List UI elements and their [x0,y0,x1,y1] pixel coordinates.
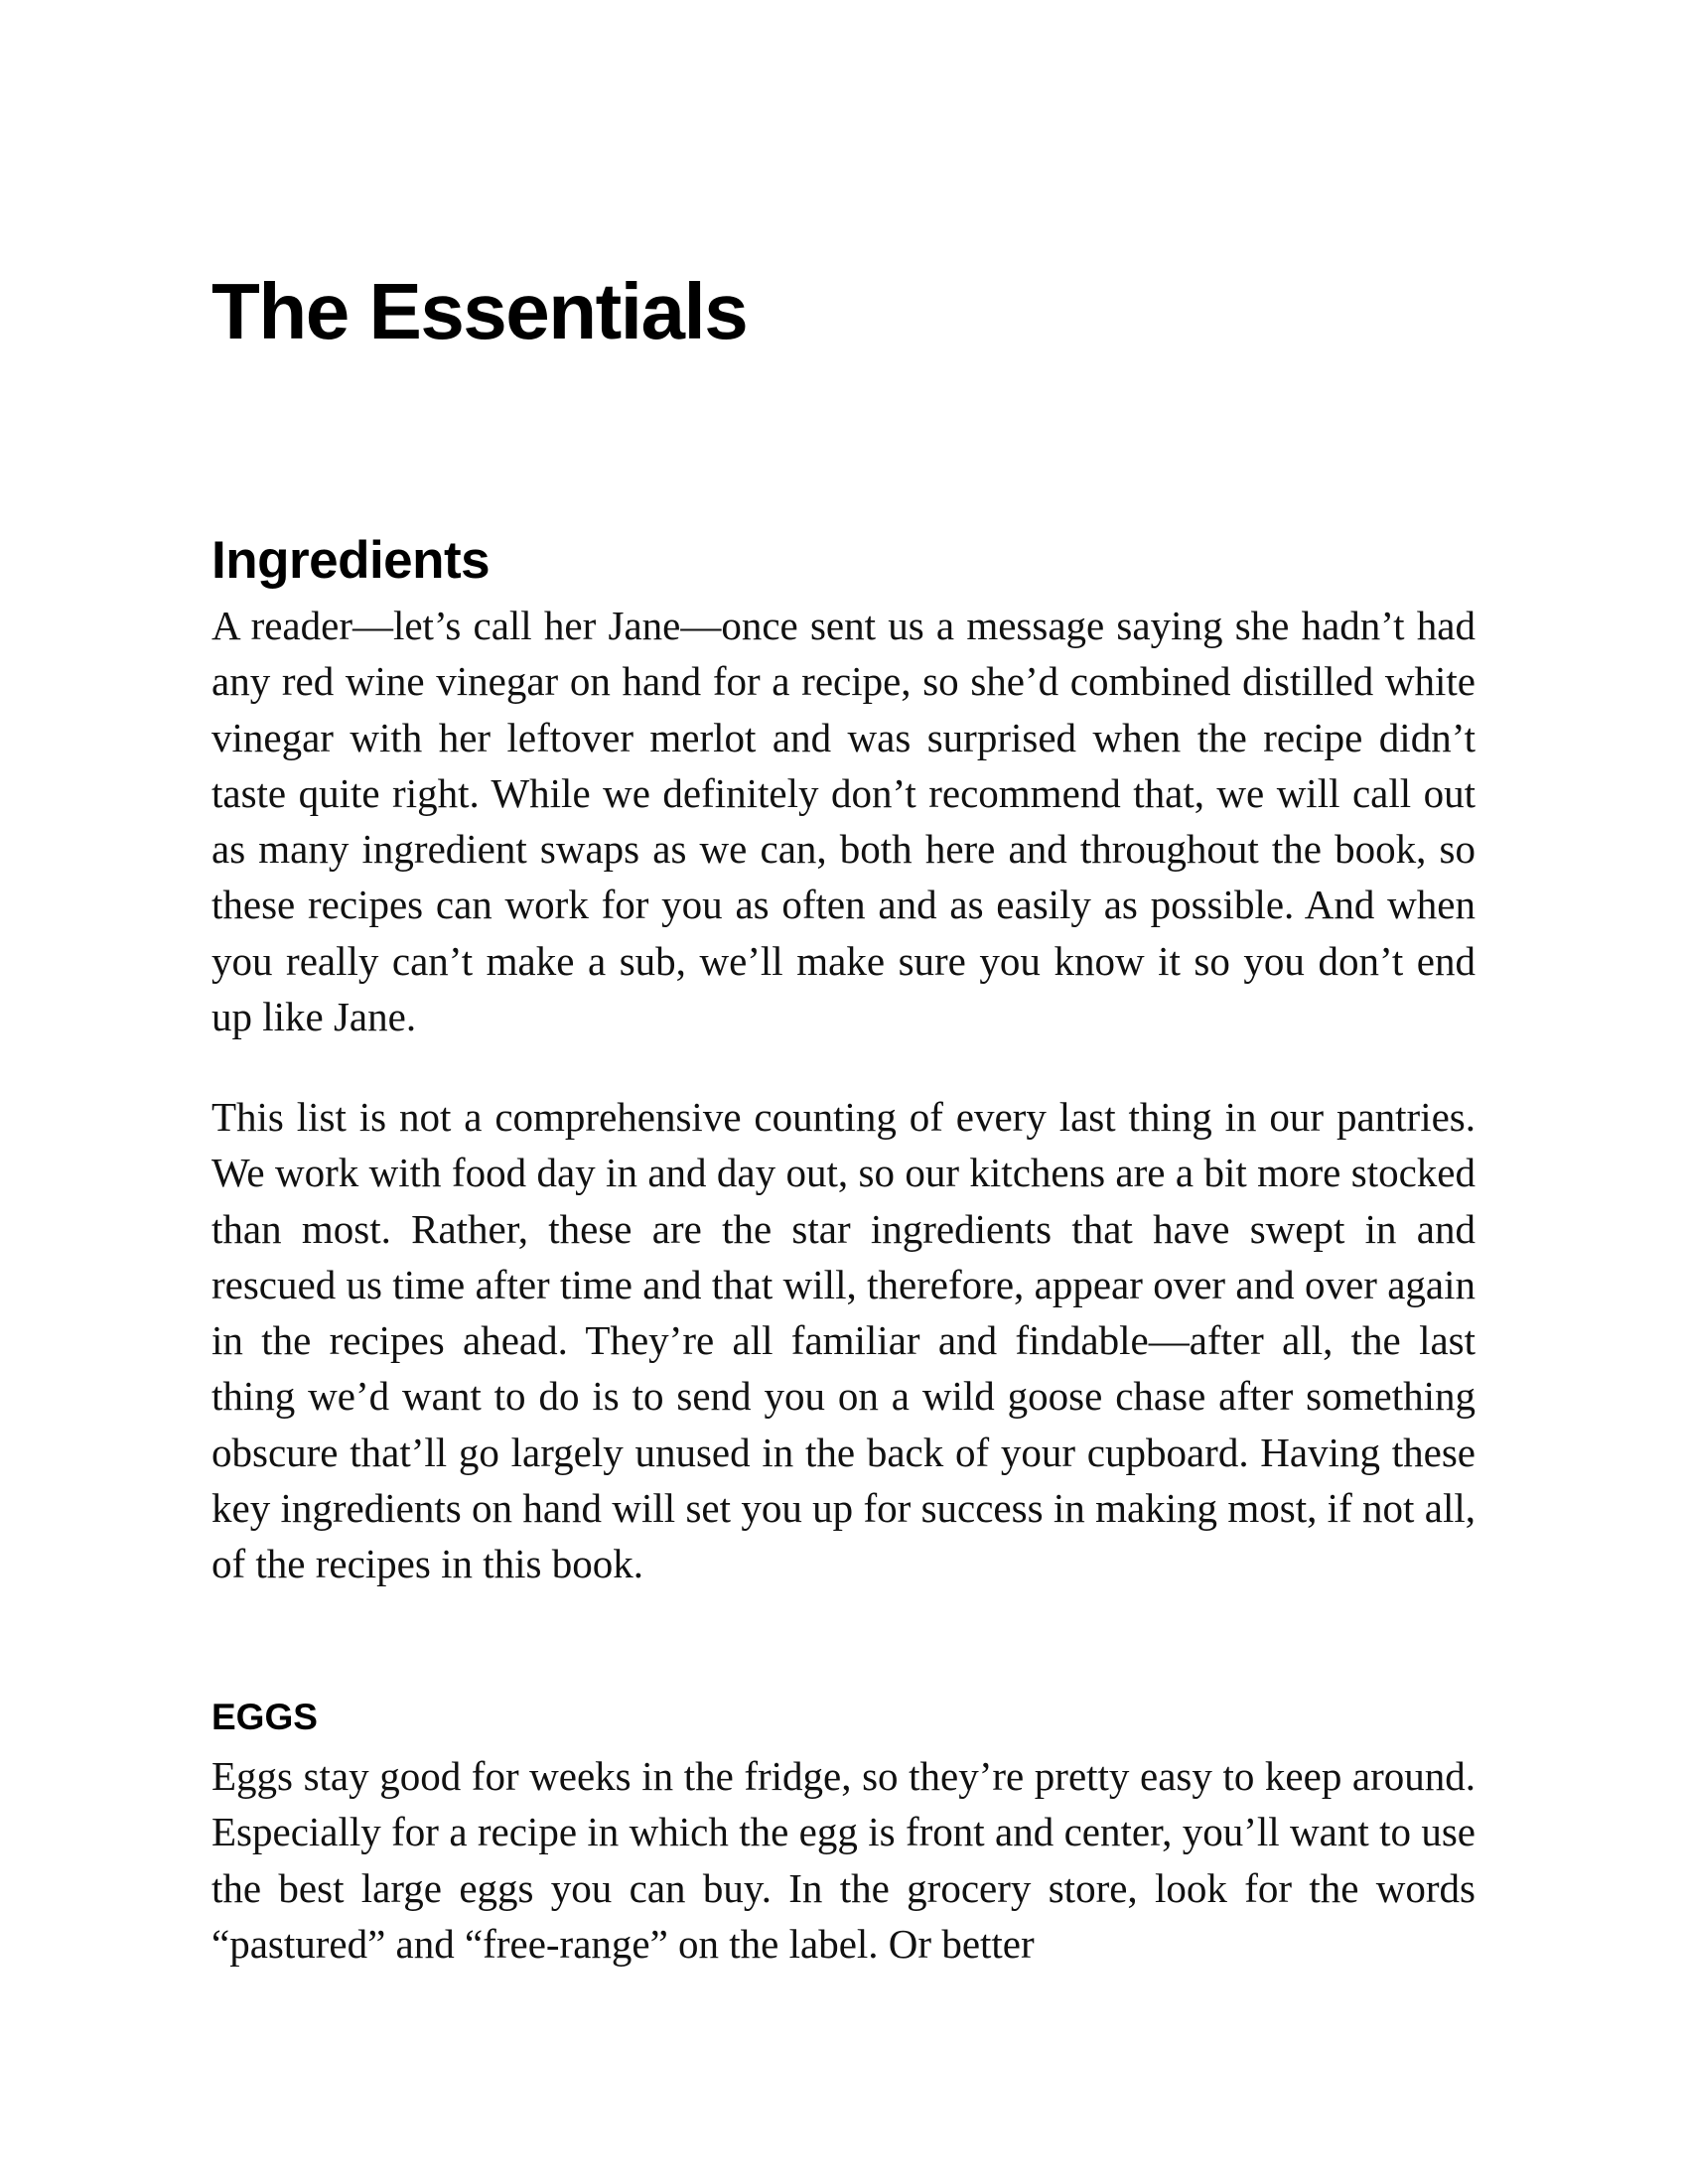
section-heading-ingredients: Ingredients [211,531,491,590]
subheading-eggs: EGGS [211,1697,318,1737]
ingredients-paragraph-2: This list is not a comprehensive counting of every last thing in our pantries. We work with food day in and day out, so our kitchens are a bit more stocked than most. Rather, these are the star ingredients that have swept in and rescued us time after time and that will, therefore, appear over and over again in the recipes ahead. They’re all familiar and findable—after all, the last thing we’d want to do is to send you on a wild goose chase after something obscure that’ll go largely unused in the back of your cupboard. Having these key ingredients on hand will set you up for success in making most, if not all, of the recipes in this book. [211,1094,1476,1587]
eggs-paragraph: Eggs stay good for weeks in the fridge, so they’re pretty easy to keep around. Especially for a recipe in which the egg is front and center, you’ll want to use the best large eggs you can buy. In the grocery store, look for the words “pastured” and “free-range” on the label. Or better [211,1753,1476,1967]
ingredients-paragraph-1: A reader—let’s call her Jane—once sent us a message saying she hadn’t had any red wine vinegar on hand for a recipe, so she’d combined distilled white vinegar with her leftover merlot and was surprised when the recipe didn’t taste quite right. While we definitely don’t recommend that, we will call out as many ingredient swaps as we can, both here and throughout the book, so these recipes can work for you as often and as easily as possible. And when you really can’t make a sub, we’ll make sure you know it so you don’t end up like Jane. [211,603,1476,1040]
page-title: The Essentials [211,267,748,355]
